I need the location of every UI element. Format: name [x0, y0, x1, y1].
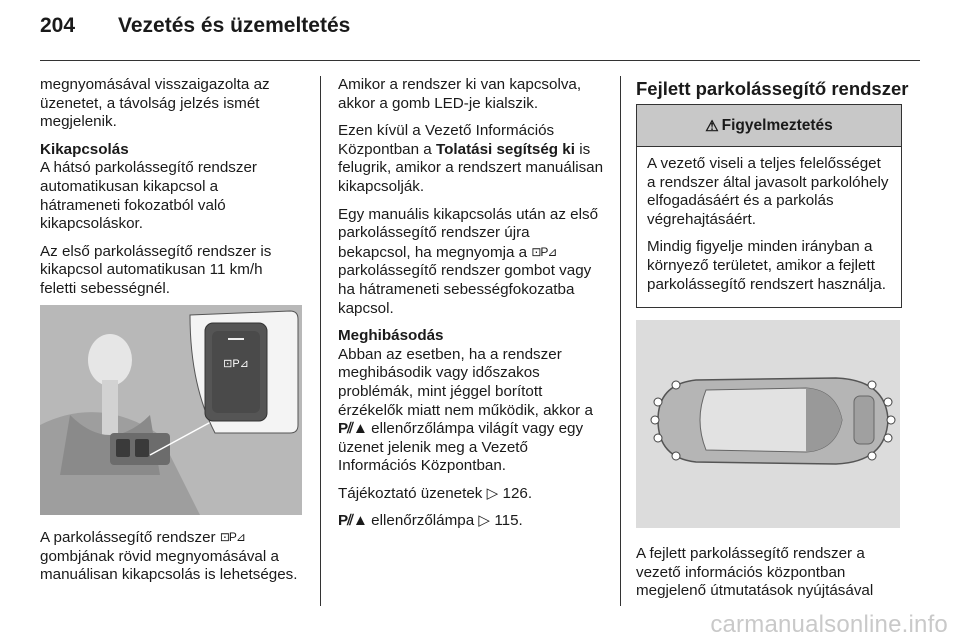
- paragraph: Amikor a rendszer ki van kapcsolva, akkor a gomb LED-je kialszik.: [338, 76, 582, 112]
- caption-text: A parkolássegítő rendszer: [40, 529, 216, 546]
- page-number: 204: [40, 14, 76, 37]
- warning-triangle-icon: ⚠: [705, 117, 719, 135]
- parking-button-icon: ⊡P⊿: [531, 244, 557, 259]
- column-divider-1: [320, 76, 321, 606]
- warning-paragraph: A vezető viseli a teljes felelősséget a rendszer által javasolt parkolóhely elfogadásáért és a parkolás végrehajtásáért.: [647, 155, 889, 228]
- section-title: Fejlett parkolássegítő rendszer: [636, 78, 909, 99]
- paragraph-text: A hátsó parkolássegítő rendszer automatikusan kikapcsol a hátrameneti fokozatból való kikapcsoláskor.: [40, 159, 257, 233]
- parking-button-photo: [40, 305, 302, 515]
- paragraph: megnyomásával visszaigazolta az üzenetet, a távolság jelzés ismét megjelenik.: [40, 76, 270, 131]
- dic-message: Tolatási segítség ki: [435, 140, 575, 158]
- warning-title: Figyelmeztetés: [721, 116, 833, 134]
- parking-lamp-icon: P⫽▲: [338, 512, 367, 530]
- subheading-meghibasodas: Meghibásodás: [338, 327, 444, 345]
- cross-reference[interactable]: Tájékoztató üzenetek ▷ 126.: [338, 484, 533, 502]
- subheading-kikapcsolas: Kikapcsolás: [40, 140, 129, 158]
- warning-body: [637, 147, 901, 294]
- page-header: [40, 14, 920, 54]
- paragraph: Meghibásodás Abban az esetben, ha a rendszer meghibásodik vagy időszakos problémák, mint jéggel borított érzékelők miatt nem működik, akkor a P⫽▲ ellenőrzőlámpa világít vagy egy üzenet jelenik meg a Vezető Információs Központban.: [338, 327, 606, 476]
- photo-caption: [40, 528, 302, 585]
- header-divider: [40, 60, 920, 61]
- car-sensor-illustration: [636, 320, 900, 528]
- svg-text:⊡P⊿: ⊡P⊿: [223, 358, 249, 370]
- caption-text: gombjának rövid megnyomásával a manuálisan kikapcsolás is lehetséges.: [40, 547, 298, 584]
- paragraph: Ezen kívül a Vezető Információs Központban a Tolatási segítség ki is felugrik, amikor a rendszert manuálisan kikapcsolják.: [338, 122, 604, 195]
- paragraph: A fejlett parkolássegítő rendszer a vezető információs központban megjelenő útmutatások nyújtásával: [636, 545, 874, 600]
- paragraph: Az első parkolássegítő rendszer is kikapcsol automatikusan 11 km/h feletti sebességnél.: [40, 242, 272, 297]
- parking-lamp-icon: P⫽▲: [338, 420, 367, 438]
- paragraph: [40, 141, 302, 234]
- warning-paragraph: Mindig figyelje minden irányban a környező területet, amikor a fejlett parkolássegítő rendszert használja.: [647, 238, 886, 293]
- parking-button-icon: ⊡P⊿: [219, 530, 245, 544]
- reference-arrow-icon: ▷: [486, 484, 499, 502]
- warning-box: [636, 104, 902, 308]
- watermark: carmanualsonline.info: [710, 611, 948, 638]
- cross-reference[interactable]: P⫽▲ ellenőrzőlámpa ▷ 115.: [338, 512, 523, 530]
- paragraph: Egy manuális kikapcsolás után az első parkolássegítő rendszer újra bekapcsol, ha megnyomja a ⊡P⊿ parkolássegítő rendszer gombot vagy ha hátrameneti sebességfokozatba kapcsol.: [338, 205, 599, 317]
- column-2: [338, 76, 606, 540]
- reference-arrow-icon: ▷: [478, 512, 491, 530]
- warning-header: [637, 105, 901, 147]
- column-1: [40, 76, 302, 308]
- page-title: Vezetés és üzemeltetés: [118, 14, 351, 37]
- column-divider-2: [620, 76, 621, 606]
